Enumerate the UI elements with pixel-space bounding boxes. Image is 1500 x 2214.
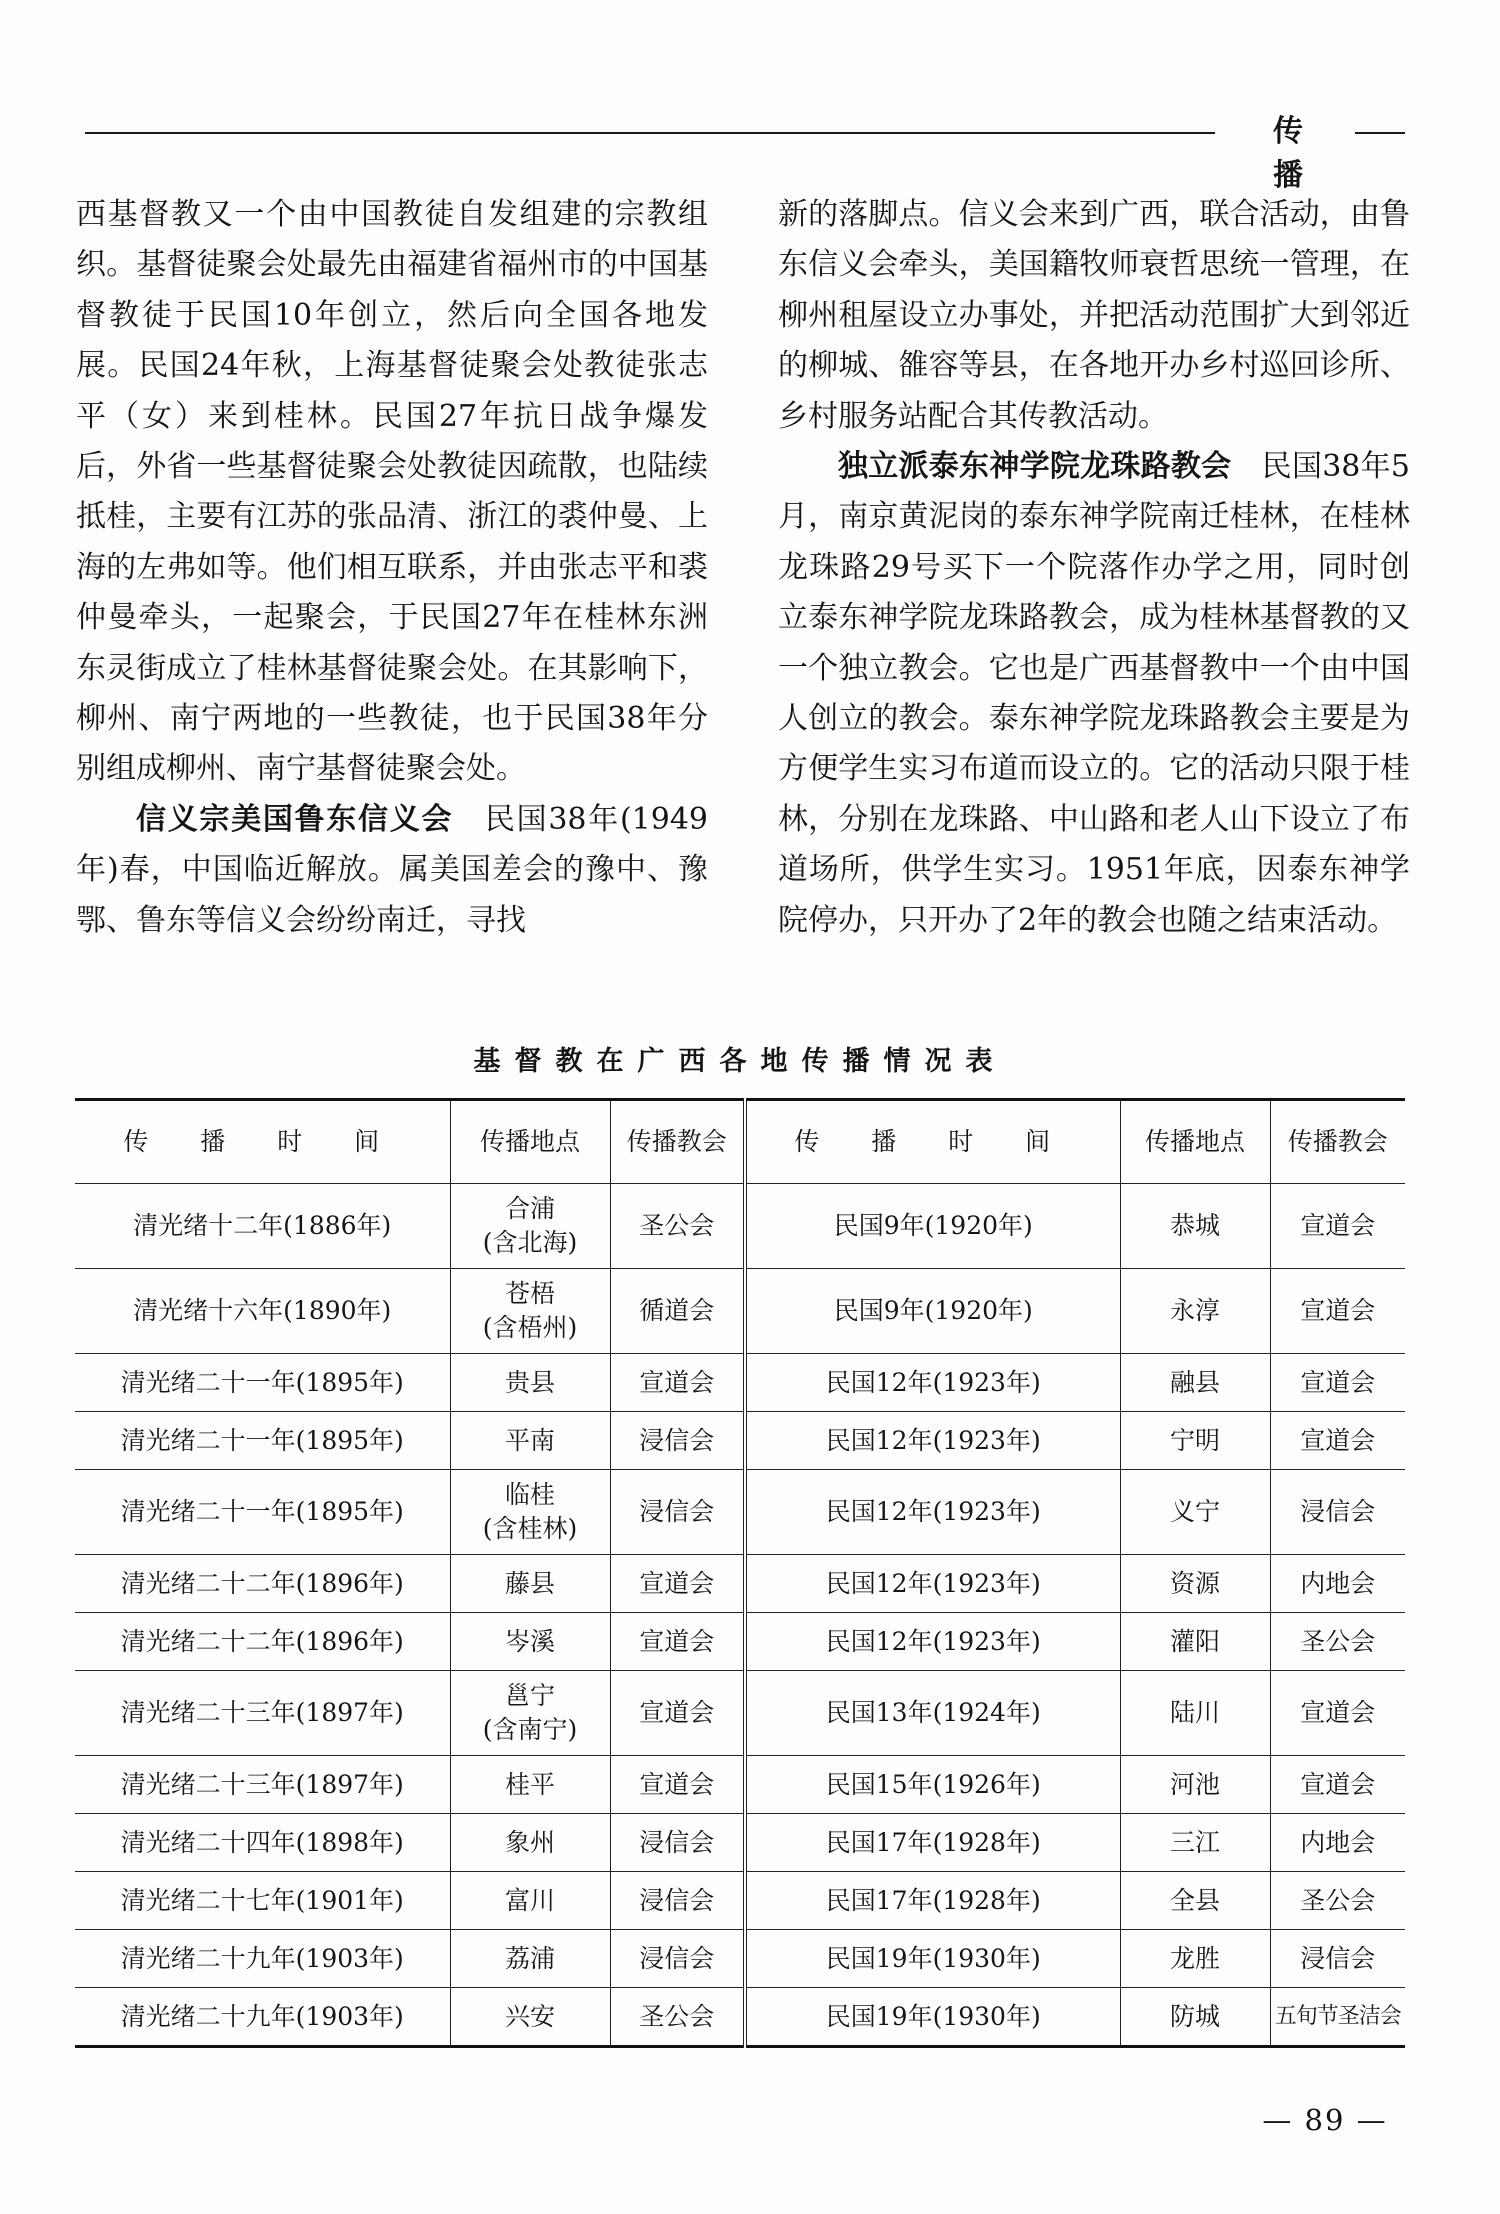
cell-church: 圣公会 <box>610 1184 745 1269</box>
cell-time: 清光绪十六年(1890年) <box>75 1269 450 1354</box>
cell-place: 恭城 <box>1120 1184 1270 1269</box>
left-column <box>76 190 708 946</box>
cell-time: 清光绪二十一年(1895年) <box>75 1354 450 1412</box>
cell-time: 民国9年(1920年) <box>745 1269 1120 1354</box>
table-row <box>75 1930 1405 1988</box>
table-row <box>75 1756 1405 1814</box>
cell-time: 清光绪十二年(1886年) <box>75 1184 450 1269</box>
table-row <box>75 1184 1405 1269</box>
header-church-right: 传播教会 <box>1270 1100 1405 1184</box>
cell-place: 富川 <box>450 1872 610 1930</box>
cell-place: 永淳 <box>1120 1269 1270 1354</box>
cell-time: 民国19年(1930年) <box>745 1930 1120 1988</box>
cell-place: 合浦 (含北海) <box>450 1184 610 1269</box>
cell-church: 浸信会 <box>1270 1470 1405 1555</box>
table-row <box>75 1470 1405 1555</box>
cell-place: 资源 <box>1120 1555 1270 1613</box>
right-paragraph-1: 新的落脚点。信义会来到广西，联合活动，由鲁东信义会牵头，美国籍牧师衰哲思统一管理，在柳州租屋设立办事处，并把活动范围扩大到邻近的柳城、雒容等县，在各地开办乡村巡回诊所、乡村服务站配合其传教活动。 <box>778 197 1410 434</box>
cell-place: 邕宁 (含南宁) <box>450 1671 610 1756</box>
table-row <box>75 1354 1405 1412</box>
cell-place: 三江 <box>1120 1814 1270 1872</box>
cell-place: 平南 <box>450 1412 610 1470</box>
table-title: 基督教在广西各地传播情况表 <box>473 1046 1007 1077</box>
cell-time: 民国12年(1923年) <box>745 1555 1120 1613</box>
cell-church: 宣道会 <box>1270 1354 1405 1412</box>
cell-time: 民国9年(1920年) <box>745 1184 1120 1269</box>
table-row <box>75 1988 1405 2047</box>
header-church-left: 传播教会 <box>610 1100 745 1184</box>
page-number: — 89 — <box>1262 2103 1388 2137</box>
cell-time: 清光绪二十一年(1895年) <box>75 1470 450 1555</box>
table-row <box>75 1671 1405 1756</box>
cell-church: 圣公会 <box>1270 1613 1405 1671</box>
right-paragraph-2 <box>778 442 1410 946</box>
cell-time: 民国12年(1923年) <box>745 1470 1120 1555</box>
cell-place: 宁明 <box>1120 1412 1270 1470</box>
cell-time: 清光绪二十七年(1901年) <box>75 1872 450 1930</box>
cell-church: 浸信会 <box>610 1872 745 1930</box>
section-label: 传 播 <box>1273 114 1317 193</box>
cell-church: 宣道会 <box>1270 1671 1405 1756</box>
cell-church: 循道会 <box>610 1269 745 1354</box>
cell-church: 圣公会 <box>1270 1872 1405 1930</box>
heading-lutheran: 信义宗美国鲁东信义会 <box>136 801 454 837</box>
cell-time: 清光绪二十三年(1897年) <box>75 1756 450 1814</box>
left-paragraph-2 <box>76 795 708 946</box>
cell-time: 民国17年(1928年) <box>745 1814 1120 1872</box>
cell-time: 民国12年(1923年) <box>745 1354 1120 1412</box>
cell-place: 岑溪 <box>450 1613 610 1671</box>
cell-church: 浸信会 <box>610 1930 745 1988</box>
header-rule <box>85 132 1215 134</box>
cell-time: 清光绪二十一年(1895年) <box>75 1412 450 1470</box>
cell-church: 浸信会 <box>610 1412 745 1470</box>
cell-church: 浸信会 <box>610 1470 745 1555</box>
spread-table <box>75 1098 1405 2048</box>
cell-time: 民国12年(1923年) <box>745 1412 1120 1470</box>
cell-place: 义宁 <box>1120 1470 1270 1555</box>
cell-time: 民国19年(1930年) <box>745 1988 1120 2047</box>
right-column <box>778 190 1410 946</box>
cell-time: 清光绪二十三年(1897年) <box>75 1671 450 1756</box>
cell-time: 民国17年(1928年) <box>745 1872 1120 1930</box>
left-paragraph-2-text: 民国38年(1949年)春，中国临近解放。属美国差会的豫中、豫鄂、鲁东等信义会纷纷南迁，寻找 <box>76 801 709 938</box>
cell-church: 宣道会 <box>610 1613 745 1671</box>
cell-place: 兴安 <box>450 1988 610 2047</box>
cell-church: 宣道会 <box>610 1354 745 1412</box>
cell-church: 内地会 <box>1270 1555 1405 1613</box>
cell-place: 藤县 <box>450 1555 610 1613</box>
cell-church: 宣道会 <box>610 1555 745 1613</box>
cell-time: 清光绪二十九年(1903年) <box>75 1988 450 2047</box>
header-place-left: 传播地点 <box>450 1100 610 1184</box>
cell-church: 浸信会 <box>1270 1930 1405 1988</box>
cell-place: 象州 <box>450 1814 610 1872</box>
cell-place: 陆川 <box>1120 1671 1270 1756</box>
cell-church: 宣道会 <box>1270 1756 1405 1814</box>
cell-place: 贵县 <box>450 1354 610 1412</box>
right-paragraph-2-text: 民国38年5月，南京黄泥岗的泰东神学院南迁桂林，在桂林龙珠路29号买下一个院落作办学之用，同时创立泰东神学院龙珠路教会，成为桂林基督教的又一个独立教会。它也是广西基督教中一个由中国人创立的教会。泰东神学院龙珠路教会主要是为方便学生实习布道而设立的。它的活动只限于桂林，分别在龙珠路、中山路和老人山下设立了布道场所，供学生实习。1951年底，因泰东神学院停办，只开办了2年的教会也随之结束活动。 <box>778 449 1410 938</box>
cell-church: 浸信会 <box>610 1814 745 1872</box>
cell-time: 民国13年(1924年) <box>745 1671 1120 1756</box>
cell-place: 河池 <box>1120 1756 1270 1814</box>
table-row <box>75 1269 1405 1354</box>
table-row <box>75 1872 1405 1930</box>
heading-taidong: 独立派泰东神学院龙珠路教会 <box>838 449 1232 485</box>
cell-place: 融县 <box>1120 1354 1270 1412</box>
cell-place: 防城 <box>1120 1988 1270 2047</box>
table-row <box>75 1555 1405 1613</box>
cell-place: 桂平 <box>450 1756 610 1814</box>
cell-church: 五旬节圣洁会 <box>1270 1988 1405 2047</box>
cell-place: 龙胜 <box>1120 1930 1270 1988</box>
header-rule-right <box>1355 132 1405 134</box>
cell-church: 内地会 <box>1270 1814 1405 1872</box>
header-time-left: 传 播 时 间 <box>75 1100 450 1184</box>
table-row <box>75 1814 1405 1872</box>
cell-time: 清光绪二十二年(1896年) <box>75 1613 450 1671</box>
cell-time: 清光绪二十四年(1898年) <box>75 1814 450 1872</box>
cell-time: 清光绪二十二年(1896年) <box>75 1555 450 1613</box>
cell-place: 临桂 (含桂林) <box>450 1470 610 1555</box>
cell-church: 宣道会 <box>1270 1412 1405 1470</box>
cell-place: 灌阳 <box>1120 1613 1270 1671</box>
table-row <box>75 1412 1405 1470</box>
header-place-right: 传播地点 <box>1120 1100 1270 1184</box>
cell-church: 圣公会 <box>610 1988 745 2047</box>
cell-church: 宣道会 <box>1270 1184 1405 1269</box>
cell-place: 全县 <box>1120 1872 1270 1930</box>
left-paragraph-1: 西基督教又一个由中国教徒自发组建的宗教组织。基督徒聚会处最先由福建省福州市的中国基督教徒于民国10年创立，然后向全国各地发展。民国24年秋，上海基督徒聚会处教徒张志平（女）来到桂林。民国27年抗日战争爆发后，外省一些基督徒聚会处教徒因疏散，也陆续抵桂，主要有江苏的张品清、浙江的裘仲曼、上海的左弗如等。他们相互联系，并由张志平和裘仲曼牵头，一起聚会，于民国27年在桂林东洲东灵街成立了桂林基督徒聚会处。在其影响下，柳州、南宁两地的一些教徒，也于民国38年分别组成柳州、南宁基督徒聚会处。 <box>76 197 708 787</box>
cell-church: 宣道会 <box>610 1671 745 1756</box>
header-time-right: 传 播 时 间 <box>745 1100 1120 1184</box>
table-header-row <box>75 1100 1405 1184</box>
cell-church: 宣道会 <box>610 1756 745 1814</box>
cell-time: 民国12年(1923年) <box>745 1613 1120 1671</box>
cell-church: 宣道会 <box>1270 1269 1405 1354</box>
table-row <box>75 1613 1405 1671</box>
cell-time: 民国15年(1926年) <box>745 1756 1120 1814</box>
cell-place: 苍梧 (含梧州) <box>450 1269 610 1354</box>
cell-place: 荔浦 <box>450 1930 610 1988</box>
cell-time: 清光绪二十九年(1903年) <box>75 1930 450 1988</box>
